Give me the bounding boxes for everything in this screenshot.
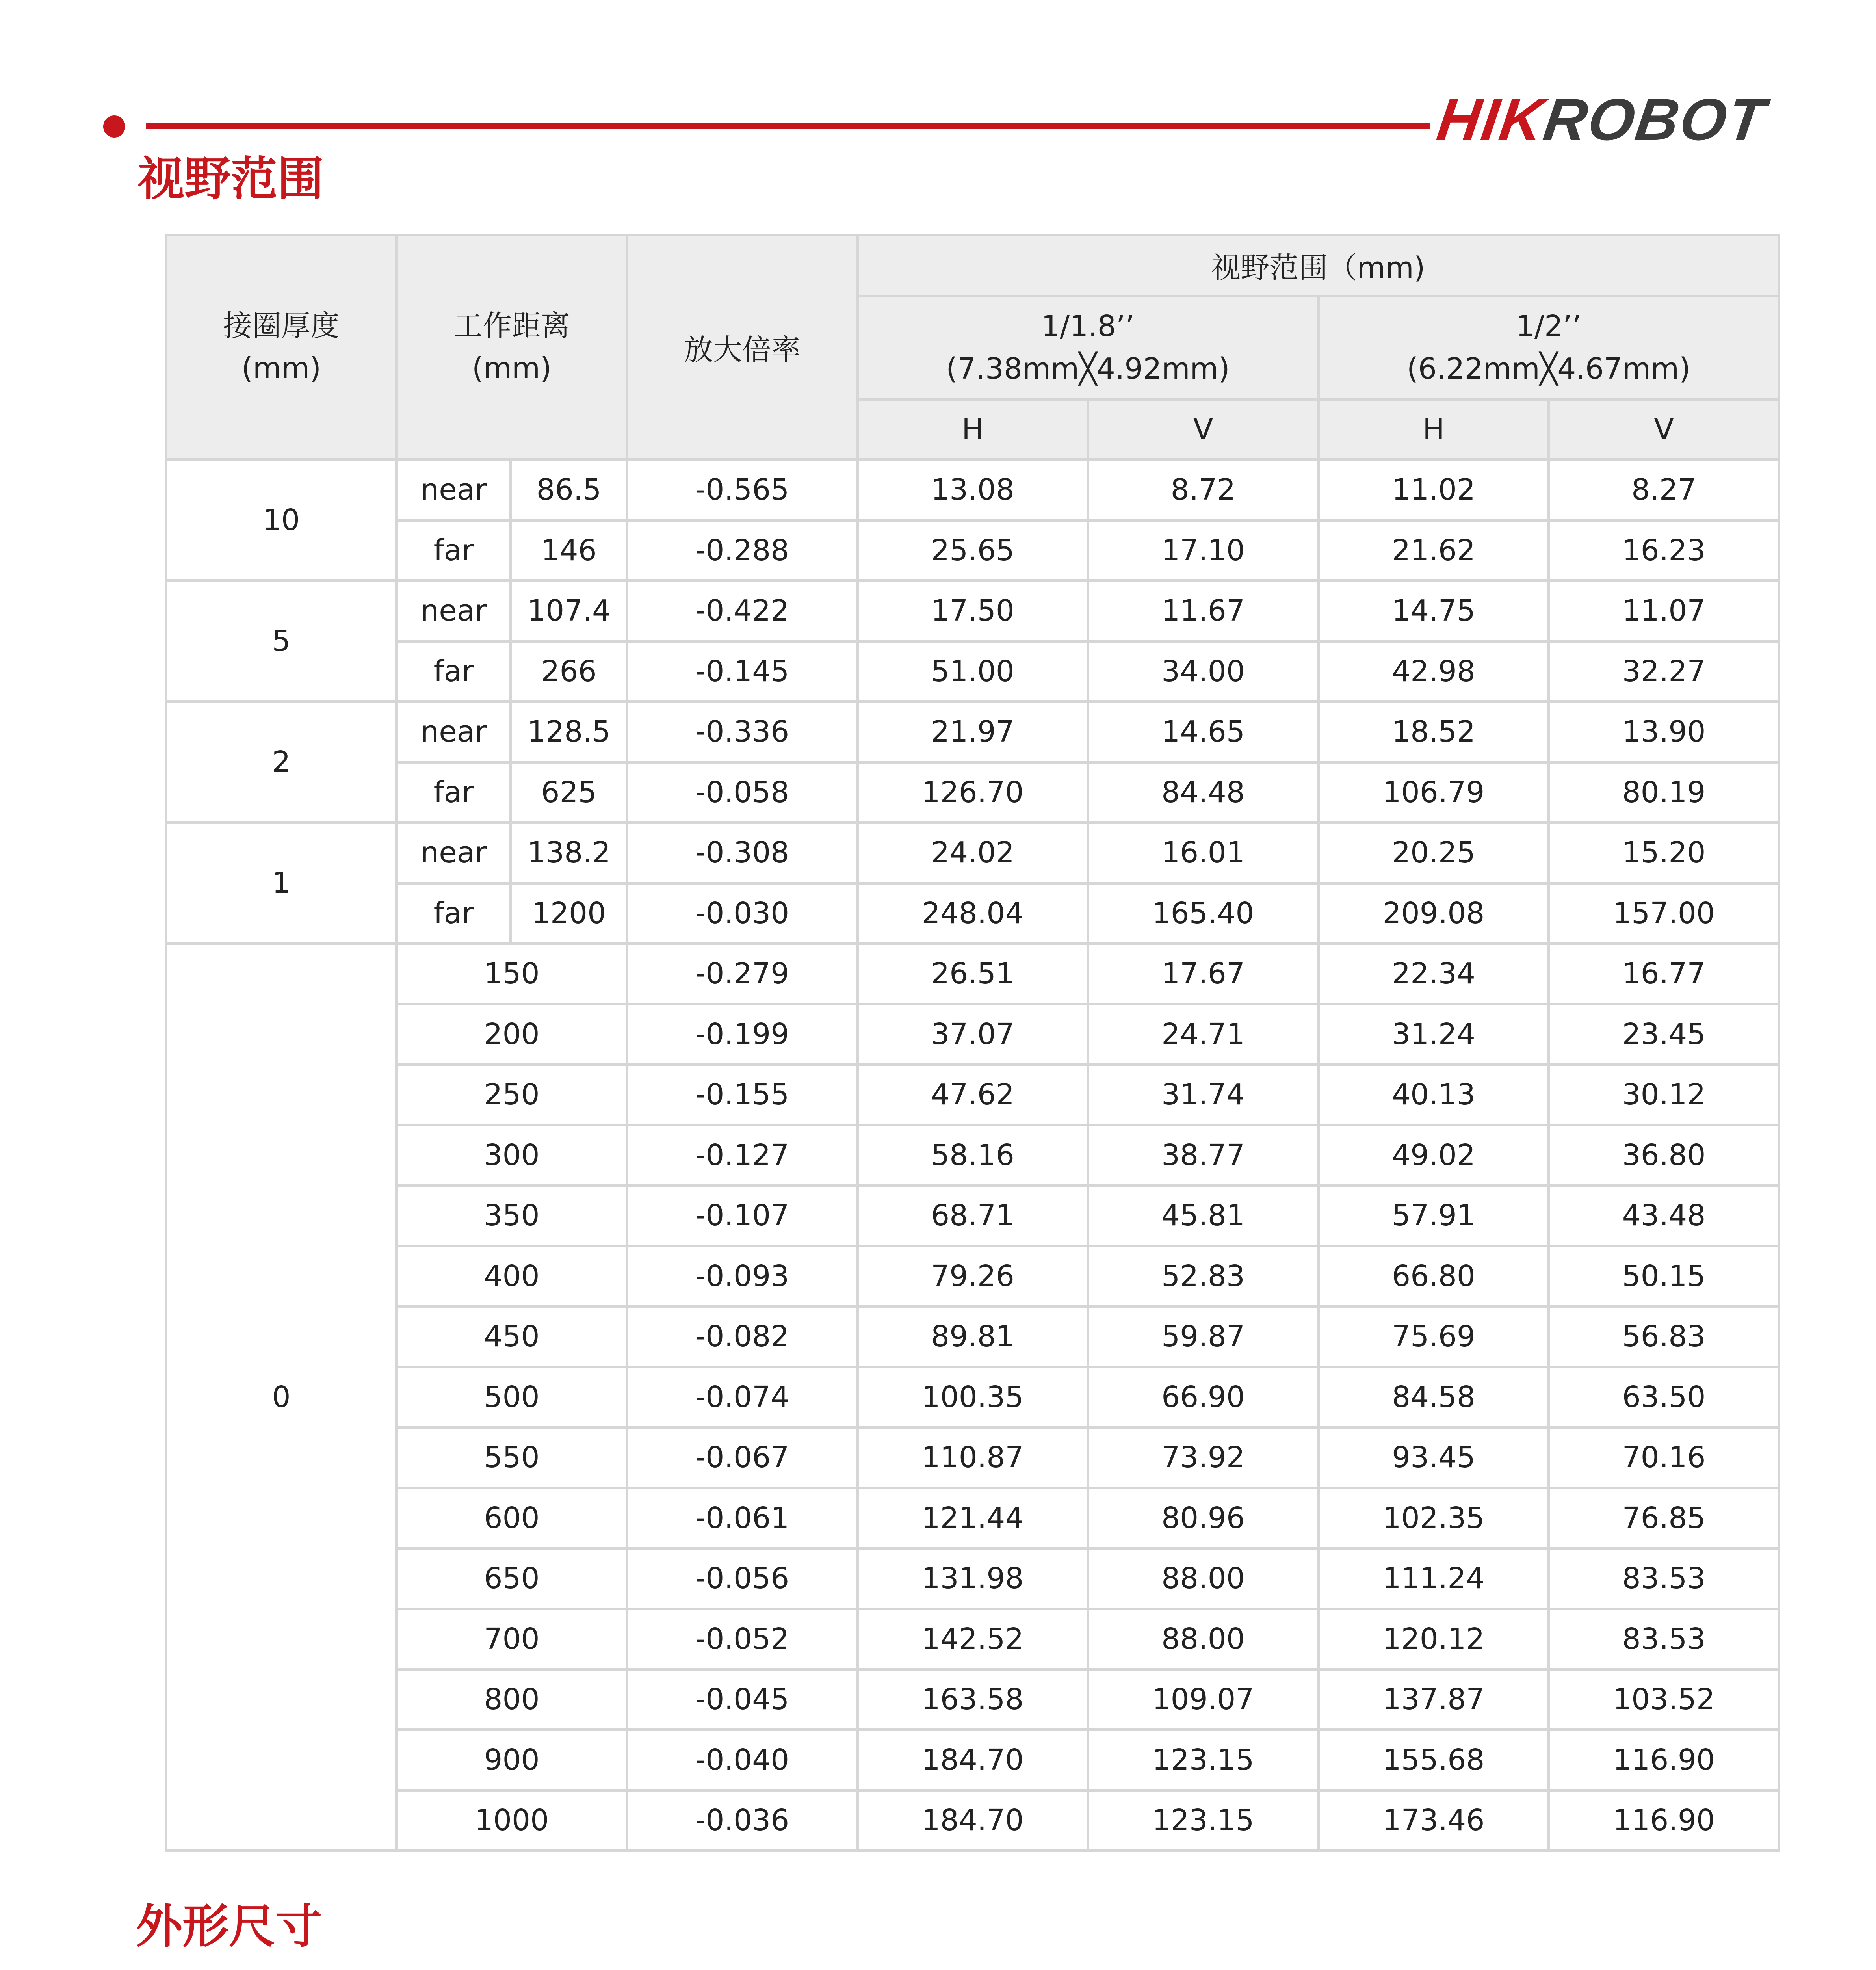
magnification-cell: -0.308 <box>627 823 858 883</box>
position-cell: far <box>397 762 511 823</box>
table-row <box>166 883 1779 944</box>
v2-cell: 83.53 <box>1549 1609 1779 1669</box>
h2-cell: 49.02 <box>1319 1125 1549 1186</box>
distance-cell: 450 <box>397 1307 627 1367</box>
v2-cell: 63.50 <box>1549 1367 1779 1427</box>
v2-cell: 13.90 <box>1549 702 1779 762</box>
v1-cell: 17.10 <box>1088 520 1319 581</box>
distance-cell: 625 <box>511 762 627 823</box>
table-row <box>166 823 1779 883</box>
v2-cell: 76.85 <box>1549 1488 1779 1548</box>
col-header-distance: 工作距离 (mm) <box>397 235 627 460</box>
table-row <box>166 1790 1779 1851</box>
h2-cell: 18.52 <box>1319 702 1549 762</box>
fov-table <box>165 234 1780 1852</box>
h2-cell: 137.87 <box>1319 1669 1549 1730</box>
h1-cell: 13.08 <box>858 460 1088 520</box>
v1-cell: 45.81 <box>1088 1186 1319 1246</box>
distance-cell: 400 <box>397 1246 627 1307</box>
table-row <box>166 944 1779 1004</box>
h2-cell: 11.02 <box>1319 460 1549 520</box>
fov-section-title: 视野范围 <box>138 152 324 206</box>
magnification-cell: -0.036 <box>627 1790 858 1851</box>
magnification-cell: -0.288 <box>627 520 858 581</box>
v1-cell: 8.72 <box>1088 460 1319 520</box>
magnification-cell: -0.336 <box>627 702 858 762</box>
v1-cell: 80.96 <box>1088 1488 1319 1548</box>
magnification-cell: -0.074 <box>627 1367 858 1427</box>
table-row <box>166 1427 1779 1488</box>
h1-cell: 110.87 <box>858 1427 1088 1488</box>
v2-cell: 116.90 <box>1549 1730 1779 1790</box>
distance-cell: 1200 <box>511 883 627 944</box>
distance-cell: 146 <box>511 520 627 581</box>
spacer-cell: 5 <box>166 581 397 702</box>
dimensions-section-title: 外形尺寸 <box>136 1899 322 1953</box>
col-header-sensor-2: 1/2’’ (6.22mm╳4.67mm) <box>1319 296 1779 400</box>
h1-cell: 89.81 <box>858 1307 1088 1367</box>
v1-cell: 59.87 <box>1088 1307 1319 1367</box>
h1-cell: 248.04 <box>858 883 1088 944</box>
h2-cell: 93.45 <box>1319 1427 1549 1488</box>
h1-cell: 68.71 <box>858 1186 1088 1246</box>
h2-cell: 21.62 <box>1319 520 1549 581</box>
h2-cell: 75.69 <box>1319 1307 1549 1367</box>
v2-cell: 50.15 <box>1549 1246 1779 1307</box>
table-row <box>166 1548 1779 1609</box>
h1-cell: 24.02 <box>858 823 1088 883</box>
distance-cell: 1000 <box>397 1790 627 1851</box>
distance-cell: 700 <box>397 1609 627 1669</box>
table-row <box>166 1669 1779 1730</box>
h1-cell: 17.50 <box>858 581 1088 641</box>
magnification-cell: -0.067 <box>627 1427 858 1488</box>
table-row <box>166 460 1779 520</box>
v1-cell: 16.01 <box>1088 823 1319 883</box>
h1-cell: 184.70 <box>858 1790 1088 1851</box>
h1-cell: 37.07 <box>858 1004 1088 1065</box>
h1-cell: 126.70 <box>858 762 1088 823</box>
v2-cell: 8.27 <box>1549 460 1779 520</box>
h1-cell: 142.52 <box>858 1609 1088 1669</box>
v2-cell: 83.53 <box>1549 1548 1779 1609</box>
h2-cell: 120.12 <box>1319 1609 1549 1669</box>
col-header-h: H <box>858 400 1088 460</box>
col-header-spacer: 接圈厚度 (mm) <box>166 235 397 460</box>
distance-cell: 550 <box>397 1427 627 1488</box>
v1-cell: 14.65 <box>1088 702 1319 762</box>
distance-cell: 128.5 <box>511 702 627 762</box>
v1-cell: 123.15 <box>1088 1730 1319 1790</box>
h2-cell: 209.08 <box>1319 883 1549 944</box>
table-row <box>166 1246 1779 1307</box>
position-cell: near <box>397 460 511 520</box>
v2-cell: 80.19 <box>1549 762 1779 823</box>
v2-cell: 32.27 <box>1549 641 1779 702</box>
table-row <box>166 1730 1779 1790</box>
col-header-v: V <box>1549 400 1779 460</box>
magnification-cell: -0.040 <box>627 1730 858 1790</box>
h1-cell: 131.98 <box>858 1548 1088 1609</box>
distance-cell: 500 <box>397 1367 627 1427</box>
h2-cell: 155.68 <box>1319 1730 1549 1790</box>
distance-cell: 150 <box>397 944 627 1004</box>
h1-cell: 58.16 <box>858 1125 1088 1186</box>
distance-cell: 107.4 <box>511 581 627 641</box>
table-row <box>166 520 1779 581</box>
magnification-cell: -0.061 <box>627 1488 858 1548</box>
h2-cell: 66.80 <box>1319 1246 1549 1307</box>
position-cell: far <box>397 520 511 581</box>
h2-cell: 84.58 <box>1319 1367 1549 1427</box>
magnification-cell: -0.565 <box>627 460 858 520</box>
v2-cell: 56.83 <box>1549 1307 1779 1367</box>
magnification-cell: -0.422 <box>627 581 858 641</box>
v1-cell: 38.77 <box>1088 1125 1319 1186</box>
v1-cell: 123.15 <box>1088 1790 1319 1851</box>
v2-cell: 103.52 <box>1549 1669 1779 1730</box>
spacer-cell: 10 <box>166 460 397 581</box>
distance-cell: 86.5 <box>511 460 627 520</box>
v2-cell: 15.20 <box>1549 823 1779 883</box>
h1-cell: 100.35 <box>858 1367 1088 1427</box>
col-header-v: V <box>1088 400 1319 460</box>
magnification-cell: -0.082 <box>627 1307 858 1367</box>
table-row <box>166 1004 1779 1065</box>
v1-cell: 66.90 <box>1088 1367 1319 1427</box>
v2-cell: 43.48 <box>1549 1186 1779 1246</box>
magnification-cell: -0.045 <box>627 1669 858 1730</box>
distance-cell: 138.2 <box>511 823 627 883</box>
v1-cell: 165.40 <box>1088 883 1319 944</box>
h1-cell: 47.62 <box>858 1065 1088 1125</box>
distance-cell: 200 <box>397 1004 627 1065</box>
h1-cell: 25.65 <box>858 520 1088 581</box>
v1-cell: 17.67 <box>1088 944 1319 1004</box>
h2-cell: 14.75 <box>1319 581 1549 641</box>
magnification-cell: -0.052 <box>627 1609 858 1669</box>
magnification-cell: -0.155 <box>627 1065 858 1125</box>
magnification-cell: -0.056 <box>627 1548 858 1609</box>
v2-cell: 30.12 <box>1549 1065 1779 1125</box>
h2-cell: 40.13 <box>1319 1065 1549 1125</box>
v2-cell: 11.07 <box>1549 581 1779 641</box>
v1-cell: 88.00 <box>1088 1548 1319 1609</box>
col-header-magnification: 放大倍率 <box>627 235 858 460</box>
table-row <box>166 1065 1779 1125</box>
h1-cell: 184.70 <box>858 1730 1088 1790</box>
position-cell: far <box>397 641 511 702</box>
h1-cell: 51.00 <box>858 641 1088 702</box>
distance-cell: 900 <box>397 1730 627 1790</box>
hikrobot-logo: HIKROBOT <box>1433 86 1770 152</box>
position-cell: near <box>397 702 511 762</box>
distance-cell: 300 <box>397 1125 627 1186</box>
h1-cell: 21.97 <box>858 702 1088 762</box>
position-cell: far <box>397 883 511 944</box>
table-row <box>166 702 1779 762</box>
table-row <box>166 641 1779 702</box>
h2-cell: 22.34 <box>1319 944 1549 1004</box>
magnification-cell: -0.107 <box>627 1186 858 1246</box>
v1-cell: 31.74 <box>1088 1065 1319 1125</box>
table-row <box>166 1186 1779 1246</box>
v2-cell: 23.45 <box>1549 1004 1779 1065</box>
v2-cell: 16.77 <box>1549 944 1779 1004</box>
distance-cell: 266 <box>511 641 627 702</box>
v1-cell: 84.48 <box>1088 762 1319 823</box>
table-row <box>166 581 1779 641</box>
header-dot <box>103 115 125 138</box>
v2-cell: 36.80 <box>1549 1125 1779 1186</box>
v1-cell: 24.71 <box>1088 1004 1319 1065</box>
v2-cell: 16.23 <box>1549 520 1779 581</box>
table-row <box>166 1125 1779 1186</box>
h2-cell: 20.25 <box>1319 823 1549 883</box>
distance-cell: 650 <box>397 1548 627 1609</box>
magnification-cell: -0.199 <box>627 1004 858 1065</box>
h2-cell: 42.98 <box>1319 641 1549 702</box>
position-cell: near <box>397 581 511 641</box>
magnification-cell: -0.030 <box>627 883 858 944</box>
table-row <box>166 1367 1779 1427</box>
col-header-sensor-1: 1/1.8’’ (7.38mm╳4.92mm) <box>858 296 1319 400</box>
h1-cell: 163.58 <box>858 1669 1088 1730</box>
h2-cell: 31.24 <box>1319 1004 1549 1065</box>
magnification-cell: -0.093 <box>627 1246 858 1307</box>
v1-cell: 109.07 <box>1088 1669 1319 1730</box>
magnification-cell: -0.145 <box>627 641 858 702</box>
fov-table-body <box>166 460 1779 1851</box>
v1-cell: 11.67 <box>1088 581 1319 641</box>
v1-cell: 52.83 <box>1088 1246 1319 1307</box>
h2-cell: 57.91 <box>1319 1186 1549 1246</box>
distance-cell: 800 <box>397 1669 627 1730</box>
h2-cell: 102.35 <box>1319 1488 1549 1548</box>
distance-cell: 600 <box>397 1488 627 1548</box>
table-row <box>166 1488 1779 1548</box>
h1-cell: 121.44 <box>858 1488 1088 1548</box>
v1-cell: 88.00 <box>1088 1609 1319 1669</box>
v2-cell: 157.00 <box>1549 883 1779 944</box>
col-header-fov: 视野范围（mm) <box>858 235 1779 296</box>
magnification-cell: -0.127 <box>627 1125 858 1186</box>
h2-cell: 173.46 <box>1319 1790 1549 1851</box>
col-header-h: H <box>1319 400 1549 460</box>
magnification-cell: -0.058 <box>627 762 858 823</box>
h1-cell: 26.51 <box>858 944 1088 1004</box>
distance-cell: 350 <box>397 1186 627 1246</box>
distance-cell: 250 <box>397 1065 627 1125</box>
position-cell: near <box>397 823 511 883</box>
v2-cell: 116.90 <box>1549 1790 1779 1851</box>
spacer-cell: 2 <box>166 702 397 823</box>
h2-cell: 111.24 <box>1319 1548 1549 1609</box>
header-rule <box>146 123 1430 129</box>
magnification-cell: -0.279 <box>627 944 858 1004</box>
v1-cell: 73.92 <box>1088 1427 1319 1488</box>
table-row <box>166 1307 1779 1367</box>
v1-cell: 34.00 <box>1088 641 1319 702</box>
h1-cell: 79.26 <box>858 1246 1088 1307</box>
spacer-cell: 1 <box>166 823 397 944</box>
spacer-cell: 0 <box>166 944 397 1851</box>
v2-cell: 70.16 <box>1549 1427 1779 1488</box>
table-row <box>166 1609 1779 1669</box>
table-row <box>166 762 1779 823</box>
h2-cell: 106.79 <box>1319 762 1549 823</box>
